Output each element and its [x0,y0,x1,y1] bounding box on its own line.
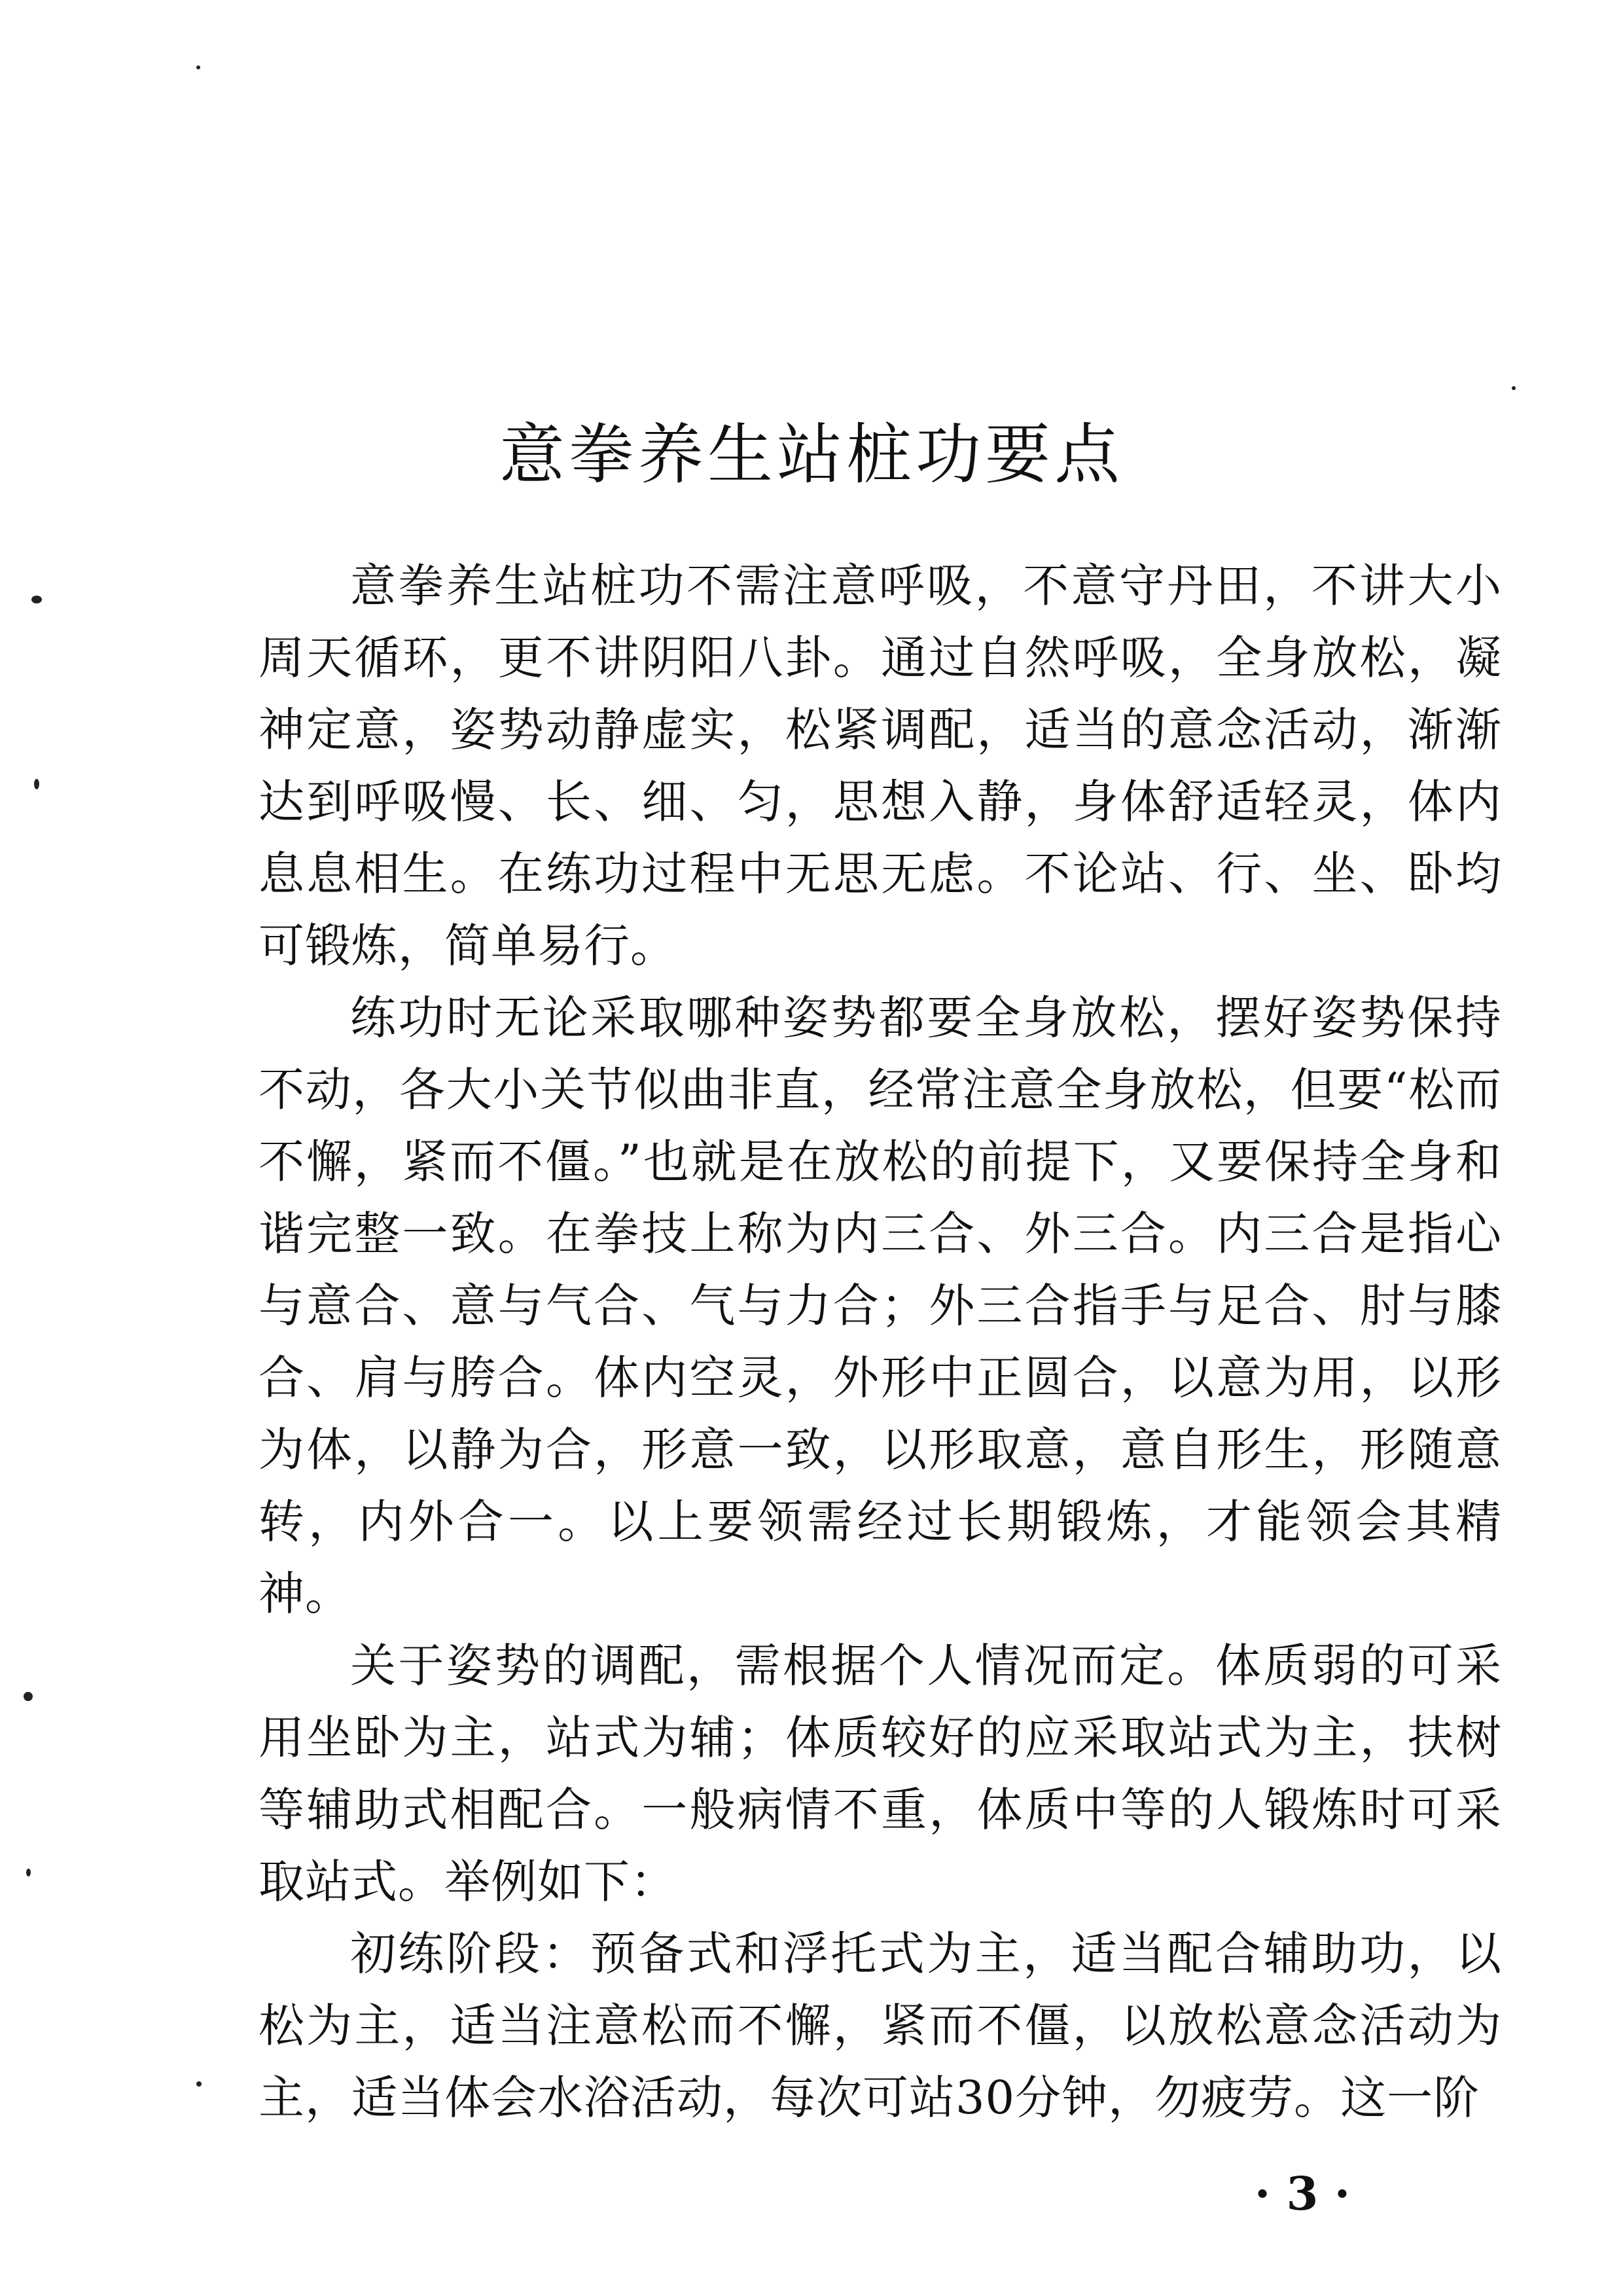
paragraph-1: 意拳养生站桩功不需注意呼吸，不意守丹田，不讲大小周天循环，更不讲阴阳八卦。通过自然呼吸，全身放松，凝神定意，姿势动静虚实，松紧调配，适当的意念活动，渐渐达到呼吸慢、长、细、匀，思想入静，身体舒适轻灵，体内息息相生。在练功过程中无思无虑。不论站、行、坐、卧均可锻炼，简单易行。 [259,559,1502,973]
scan-speck [31,596,42,603]
scan-speck [196,65,200,69]
paragraph-2: 练功时无论采取哪种姿势都要全身放松，摆好姿势保持不动，各大小关节似曲非直，经常注意全身放松，但要“松而不懈，紧而不僵。”也就是在放松的前提下，又要保持全身和谐完整一致。在拳技上称为内三合、外三合。内三合是指心与意合、意与气合、气与力合；外三合指手与足合、肘与膝合、肩与胯合。体内空灵，外形中正圆合，以意为用，以形为体，以静为合，形意一致，以形取意，意自形生，形随意转，内外合一。以上要领需经过长期锻炼，才能领会其精神。 [259,991,1502,1621]
paragraph-4: 初练阶段：预备式和浮托式为主，适当配合辅助功，以松为主，适当注意松而不懈，紧而不僵，以放松意念活动为主，适当体会水浴活动，每次可站30分钟，勿疲劳。这一阶 [259,1927,1502,2125]
scan-speck [24,1692,33,1701]
scan-speck [196,2081,202,2087]
page-number: · 3 · [1254,2166,1351,2221]
scan-speck [1512,386,1516,390]
scan-speck [34,779,39,789]
scan-speck [26,1869,31,1876]
body-text [259,550,1502,2134]
paragraph-3: 关于姿势的调配，需根据个人情况而定。体质弱的可采用坐卧为主，站式为辅；体质较好的应采取站式为主，扶树等辅助式相配合。一般病情不重，体质中等的人锻炼时可采取站式。举例如下： [259,1639,1502,1909]
page-title: 意拳养生站桩功要点 [499,416,1124,493]
